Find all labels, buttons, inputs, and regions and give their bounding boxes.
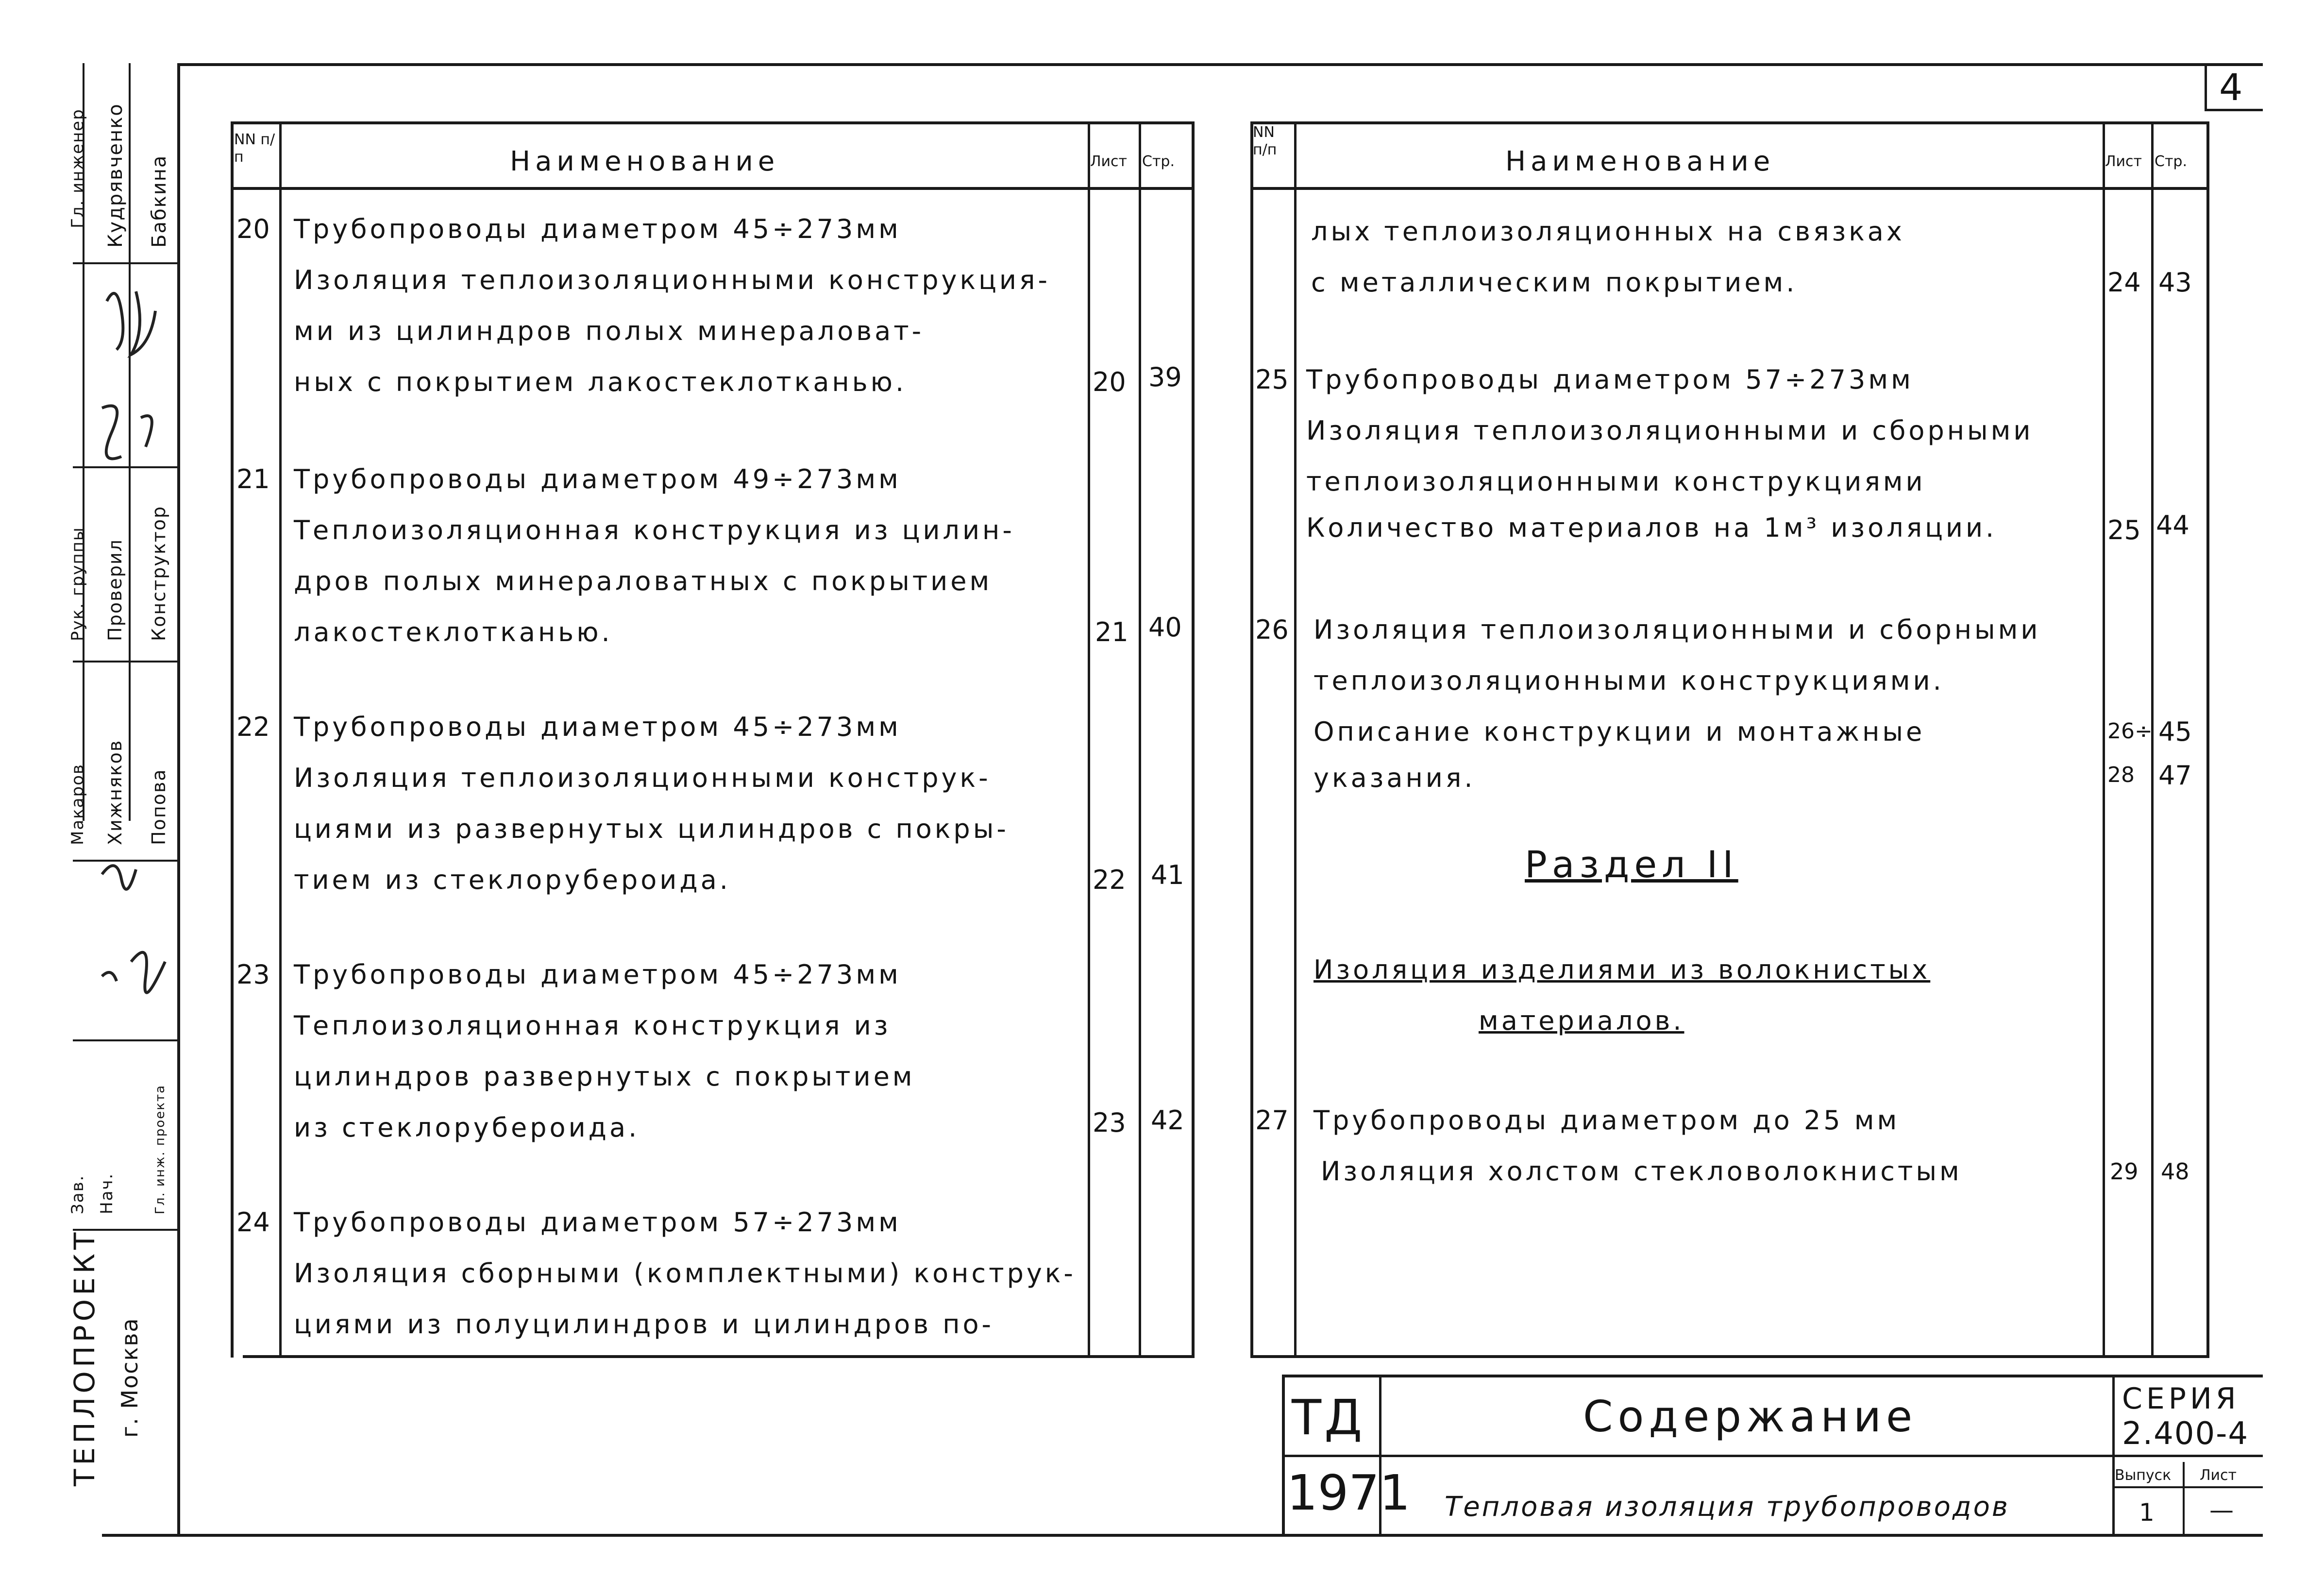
entry-line: Трубопроводы диаметром 45÷273мм bbox=[294, 712, 901, 742]
left-header-num: NN п/п bbox=[234, 131, 275, 166]
entry-line: Изоляция теплоизоляционными конструкция- bbox=[294, 265, 1050, 295]
entry-line: Описание конструкции и монтажные bbox=[1314, 716, 1925, 747]
issue-number: 1 bbox=[2139, 1498, 2157, 1527]
strip-person-2: Проверил bbox=[104, 539, 126, 641]
entry-num: 25 bbox=[1255, 364, 1289, 395]
entry-page: 39 bbox=[1148, 362, 1182, 392]
entry-num: 21 bbox=[236, 464, 270, 494]
entry-sheet: 23 bbox=[1093, 1107, 1126, 1138]
entry-line: Изоляция теплоизоляционными и сборными bbox=[1314, 614, 2041, 645]
entry-page: 48 bbox=[2161, 1158, 2189, 1185]
left-table-header-rule bbox=[231, 187, 1195, 190]
left-col-num-rule bbox=[279, 121, 282, 1358]
entry-line: Трубопроводы диаметром 45÷273мм bbox=[294, 214, 901, 244]
strip-role-1: Гл. инженер bbox=[68, 108, 87, 228]
entry-sheet: 25 bbox=[2107, 515, 2141, 545]
doc-code: ТД bbox=[1292, 1389, 1365, 1446]
left-header-name: Наименование bbox=[510, 146, 780, 177]
entry-line: тием из стеклорубероида. bbox=[294, 865, 731, 895]
series-label: СЕРИЯ bbox=[2122, 1382, 2240, 1416]
entry-line: Трубопроводы диаметром 57÷273мм bbox=[1306, 364, 1914, 395]
entry-num: 23 bbox=[236, 959, 270, 990]
entry-num: 27 bbox=[1255, 1105, 1289, 1136]
right-col-sheet-rule bbox=[2103, 121, 2105, 1358]
entry-line: указания. bbox=[1314, 763, 1476, 793]
page-number: 4 bbox=[2219, 66, 2246, 109]
strip-person-3: Хижняков bbox=[104, 739, 126, 845]
issue-label: Выпуск bbox=[2115, 1467, 2172, 1484]
entry-page: 41 bbox=[1151, 860, 1184, 890]
strip-divider-line bbox=[177, 63, 180, 1535]
left-col-sheet-rule bbox=[1088, 121, 1090, 1358]
left-col-page-rule bbox=[1139, 121, 1141, 1358]
right-table-header-rule bbox=[1250, 187, 2209, 190]
page-box-left bbox=[2205, 63, 2207, 111]
entry-sheet: 29 bbox=[2110, 1158, 2139, 1185]
right-table-bottom bbox=[1250, 1355, 2209, 1358]
entry-sheet: 24 bbox=[2107, 267, 2141, 298]
doc-subtitle: Тепловая изоляция трубопроводов bbox=[1445, 1491, 2010, 1523]
entry-line: дров полых минераловатных с покрытием bbox=[294, 566, 993, 596]
left-header-sheet: Лист bbox=[1090, 153, 1128, 170]
strip-person-5: Конструктор bbox=[148, 505, 169, 641]
entry-line: Теплоизоляционная конструкция из bbox=[294, 1010, 891, 1041]
title-block-mid-rule bbox=[1282, 1455, 2263, 1457]
entry-line: Трубопроводы диаметром до 25 мм bbox=[1314, 1105, 1900, 1136]
right-header-sheet: Лист bbox=[2105, 153, 2142, 170]
entry-line: из стеклорубероида. bbox=[294, 1112, 640, 1143]
entry-line: лакостеклотканью. bbox=[294, 617, 613, 647]
entry-sheet: 28 bbox=[2107, 763, 2135, 787]
entry-sheet: 20 bbox=[1093, 367, 1126, 397]
right-header-num: NN п/п bbox=[1253, 124, 1277, 158]
entry-page: 44 bbox=[2156, 510, 2189, 541]
entry-line: Теплоизоляционная конструкция из цилин- bbox=[294, 515, 1015, 545]
section-subtitle: Изоляция изделиями из волокнистых bbox=[1314, 954, 1931, 985]
entry-line: Изоляция теплоизоляционными конструк- bbox=[294, 763, 991, 793]
strip-role-4: Зав. bbox=[68, 1174, 87, 1214]
entry-line: циями из развернутых цилиндров с покры- bbox=[294, 814, 1009, 844]
left-header-page: Стр. bbox=[1142, 153, 1175, 170]
entry-line: ных с покрытием лакостеклотканью. bbox=[294, 367, 907, 397]
org-name: ТЕПЛОПРОЕКТ bbox=[68, 1228, 101, 1486]
entry-line: Трубопроводы диаметром 45÷273мм bbox=[294, 959, 901, 990]
strip-role-3: Макаров bbox=[68, 764, 87, 845]
doc-title: Содержание bbox=[1583, 1392, 1918, 1442]
sheet-number: — bbox=[2209, 1496, 2237, 1524]
section-title: Раздел II bbox=[1525, 843, 1738, 886]
right-header-name: Наименование bbox=[1505, 146, 1775, 177]
title-block-issue-rule bbox=[2112, 1486, 2263, 1488]
entry-page: 40 bbox=[1148, 612, 1182, 643]
title-block-col-3 bbox=[2183, 1462, 2185, 1535]
entry-page: 47 bbox=[2158, 760, 2192, 791]
doc-year: 1971 bbox=[1287, 1464, 1411, 1521]
entry-line: Трубопроводы диаметром 49÷273мм bbox=[294, 464, 901, 494]
entry-line: с металлическим покрытием. bbox=[1311, 267, 1798, 298]
entry-page: 42 bbox=[1151, 1105, 1184, 1136]
entry-line: Изоляция теплоизоляционными и сборными bbox=[1306, 415, 2034, 446]
entry-num: 26 bbox=[1255, 614, 1289, 645]
entry-line: цилиндров развернутых с покрытием bbox=[294, 1061, 915, 1092]
entry-num: 24 bbox=[236, 1207, 270, 1238]
signature-marks bbox=[73, 272, 177, 1049]
section-subtitle: материалов. bbox=[1479, 1005, 1684, 1036]
page-box-bottom bbox=[2205, 109, 2263, 111]
strip-role-2: Рук. группы bbox=[68, 527, 87, 641]
strip-person-1: Кудрявченко bbox=[104, 103, 127, 248]
right-col-num-rule bbox=[1294, 121, 1297, 1358]
entry-line: Изоляция холстом стекловолокнистым bbox=[1321, 1156, 1962, 1187]
entry-line: теплоизоляционными конструкциями bbox=[1306, 466, 1926, 497]
entry-line: Изоляция сборными (комплектными) конструк- bbox=[294, 1258, 1076, 1289]
city-name: г. Москва bbox=[117, 1317, 143, 1438]
strip-person-4: Бабкина bbox=[148, 154, 170, 248]
entry-line: теплоизоляционными конструкциями. bbox=[1314, 665, 1944, 696]
entry-num: 20 bbox=[236, 214, 270, 244]
entry-line: ми из цилиндров полых минераловат- bbox=[294, 316, 925, 346]
left-table-bottom bbox=[243, 1355, 1195, 1358]
strip-role-5: Нач. bbox=[97, 1172, 117, 1214]
right-header-page: Стр. bbox=[2155, 153, 2188, 170]
entry-line: циями из полуцилиндров и цилиндров по- bbox=[294, 1309, 994, 1340]
entry-line: Трубопроводы диаметром 57÷273мм bbox=[294, 1207, 901, 1238]
strip-person-6: Попова bbox=[148, 768, 169, 845]
entry-sheet: 22 bbox=[1093, 865, 1126, 895]
title-block-col-2 bbox=[2112, 1375, 2115, 1535]
strip-row-1 bbox=[73, 262, 177, 264]
top-frame-line bbox=[180, 63, 2263, 66]
entry-num: 22 bbox=[236, 712, 270, 742]
entry-sheet: 26÷ bbox=[2107, 719, 2153, 744]
entry-page: 45 bbox=[2158, 716, 2192, 747]
sheet-label: Лист bbox=[2200, 1467, 2237, 1484]
strip-role-6: Гл. инж. проекта bbox=[153, 1084, 168, 1214]
entry-sheet: 21 bbox=[1095, 617, 1128, 647]
series-number: 2.400-4 bbox=[2122, 1416, 2249, 1452]
entry-line: Количество материалов на 1м³ изоляции. bbox=[1306, 512, 1997, 543]
entry-page: 43 bbox=[2158, 267, 2192, 298]
entry-line: лых теплоизоляционных на связках bbox=[1311, 216, 1905, 247]
